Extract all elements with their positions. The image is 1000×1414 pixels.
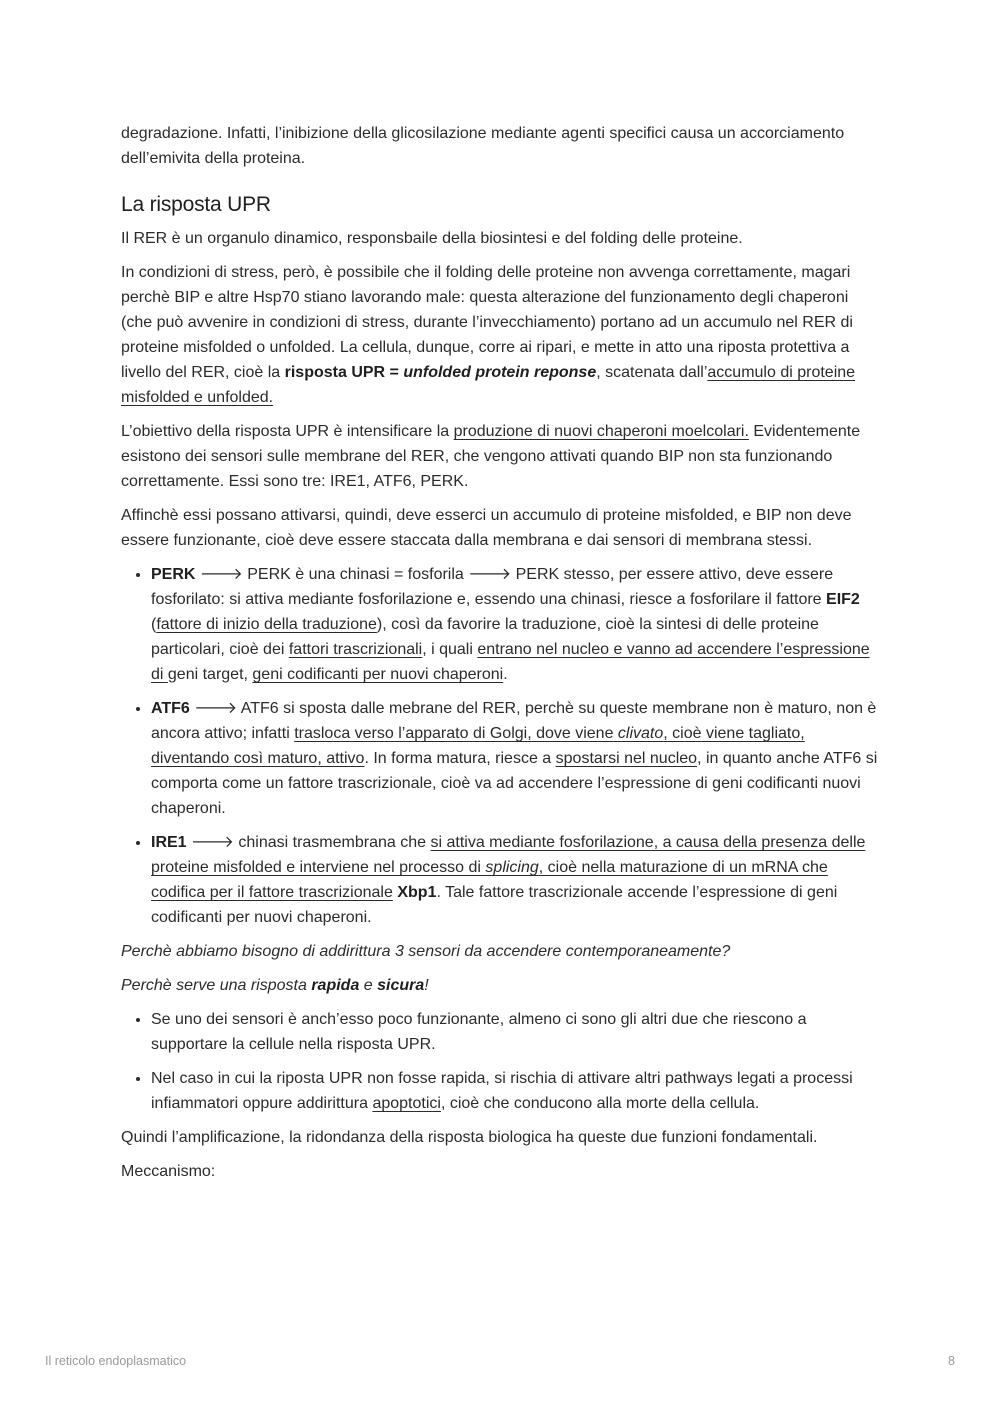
paragraph-stress: In condizioni di stress, però, è possibile che il folding delle proteine non avvenga correttamente, magari perchè BIP e altre Hsp70 stiano lavorando male: questa alterazione del funzionamento degli chaperoni (che può avvenire in condizioni di stress, durante l’invecchiamento) portano ad un accumulo nel RER di proteine misfolded o unfolded. La cellula, dunque, corre ai ripari, e mette in atto una riposta protettiva a livello del RER, cioè la risposta UPR = unfolded protein reponse, scatenata dall’accumulo di proteine misfolded e unfolded. [121,264,856,406]
underlined-text: produzione di nuovi chaperoni moelcolari. [453,423,749,440]
paragraph-goal: L’obiettivo della risposta UPR è intensificare la produzione di nuovi chaperoni moelcolari. Evidentemente esistono dei sensori sulle membrane del RER, che vengono attivati quando BIP non sta funzionando correttamente. Essi sono tre: IRE1, ATF6, PERK. [121,423,861,490]
list-item-reason-2: • Nel caso in cui la riposta UPR non fosse rapida, si rischia di attivare altri pathways legati a processi infiammatori oppure addirittura apoptotici, cioè che conducono alla morte della cellula. [151,1066,883,1116]
list-item-ire1: • IRE1 🡒 chinasi trasmembrana che si attiva mediante fosforilazione, a causa della presenza delle proteine misfolded e interviene nel processo di splicing, cioè nella maturazione di un mRNA che codifica per il fattore trascrizionale Xbp1. Tale fattore trascrizionale accende l’espressione di geni codificanti per nuovi chaperoni. [151,830,883,930]
question-1: Perchè abbiamo bisogno di addirittura 3 sensori da accendere contemporaneamente? [121,943,731,960]
section-heading: La risposta UPR [121,193,271,216]
page-number: 8 [948,1354,955,1368]
paragraph-activate: Affinchè essi possano attivarsi, quindi, deve esserci un accumulo di proteine misfolded, e BIP non deve essere funzionante, cioè deve essere staccata dalla membrana e dai sensori di membrana stessi. [121,507,852,549]
bold-term: risposta UPR = [284,364,404,381]
footer-title: Il reticolo endoplasmatico [45,1354,187,1368]
paragraph-summary: Quindi l’amplificazione, la ridondanza della risposta biologica ha queste due funzioni fondamentali. [121,1129,818,1146]
underlined-text: accumulo di proteine misfolded e unfolded. [121,364,856,406]
sensor-name: ATF6 [151,700,190,717]
list-item-perk: • PERK 🡒 PERK è una chinasi = fosforila 🡒 PERK stesso, per essere attivo, deve essere fosforilato: si attiva mediante fosforilazione e, essendo una chinasi, riesce a fosforilare il fattore EIF2 (fattore di inizio della traduzione), così da favorire la traduzione, cioè la sintesi di delle proteine particolari, cioè dei fattori trascrizionali, i quali entrano nel nucleo e vanno ad accendere l’espressione di geni target, geni codificanti per nuovi chaperoni. [151,562,883,687]
paragraph-intro: degradazione. Infatti, l’inibizione della glicosilazione mediante agenti specifici causa un accorciamento dell’emivita della proteina. [121,125,845,167]
sensor-name: IRE1 [151,834,187,851]
reasons-list [121,1007,883,1116]
list-item-atf6: • ATF6 🡒 ATF6 si sposta dalle mebrane del RER, perchè su queste membrane non è maturo, non è ancora attivo; infatti trasloca verso l’apparato di Golgi, dove viene clivato, cioè viene tagliato, diventando così maturo, attivo. In forma matura, riesce a spostarsi nel nucleo, in quanto anche ATF6 si comporta come un fattore trascrizionale, cioè va ad accendere l’espressione di geni codificanti nuovi chaperoni. [151,696,883,821]
paragraph-mechanism: Meccanismo: [121,1163,216,1180]
sensor-name: PERK [151,566,196,583]
page-content [121,121,883,1193]
paragraph-rer: Il RER è un organulo dinamico, responsbaile della biosintesi e del folding delle proteine. [121,230,743,247]
bold-italic-term: unfolded protein reponse [403,364,597,381]
sensor-list [121,562,883,930]
list-item-reason-1: • Se uno dei sensori è anch’esso poco funzionante, almeno ci sono gli altri due che riescono a supportare la cellule nella risposta UPR. [151,1007,883,1057]
question-2: Perchè serve una risposta rapida e sicura! [121,977,429,994]
